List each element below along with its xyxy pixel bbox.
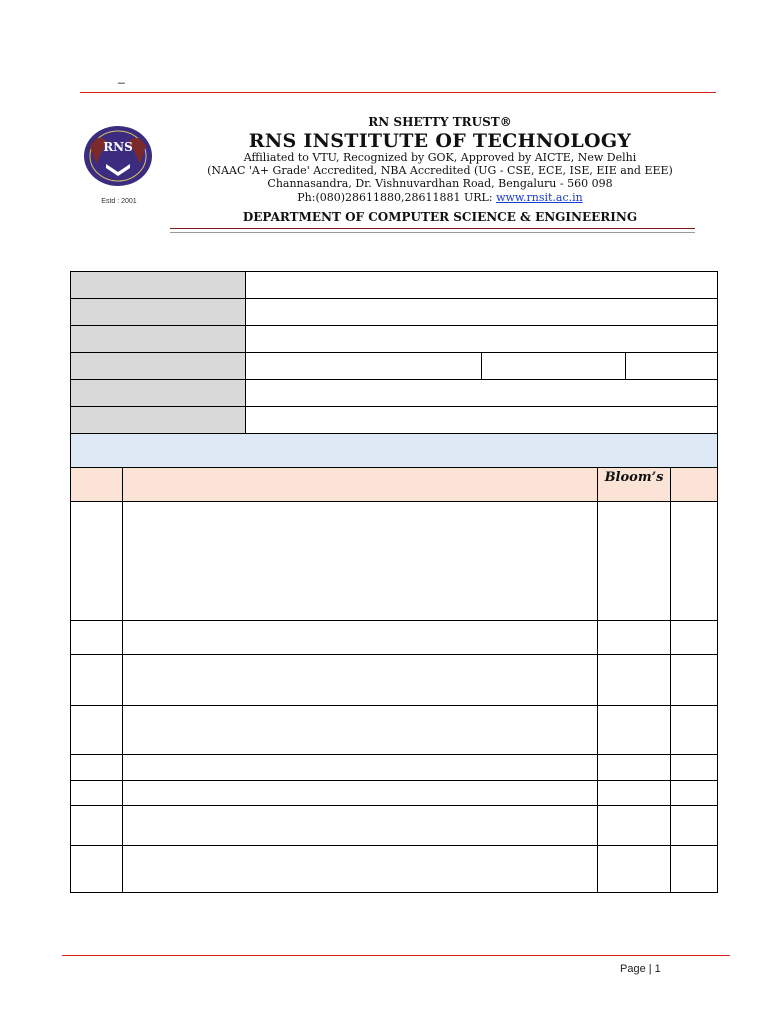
footer-rule	[62, 955, 730, 956]
phone-text: Ph:(080)28611880,28611881 URL:	[297, 191, 497, 204]
info-label-cell-3	[70, 325, 246, 353]
question-text-cell-5[interactable]	[122, 754, 598, 781]
question-blooms-cell-2[interactable]	[597, 620, 671, 655]
question-blooms-cell-8[interactable]	[597, 845, 671, 893]
question-marks-cell-3[interactable]	[670, 654, 718, 706]
top-rule	[80, 92, 716, 93]
info-value-cell-1[interactable]	[245, 271, 718, 299]
question-number-cell-4[interactable]	[70, 705, 123, 755]
question-text-cell-4[interactable]	[122, 705, 598, 755]
institute-logo-icon	[78, 124, 158, 188]
question-text-cell-1[interactable]	[122, 501, 598, 621]
estd-label: Estd : 2001	[101, 198, 137, 205]
blooms-header: Bloom’s	[597, 467, 671, 502]
trust-name: RN SHETTY TRUST®	[368, 115, 512, 129]
department-title: DEPARTMENT OF COMPUTER SCIENCE & ENGINEERING	[242, 210, 638, 224]
info-label-cell-2	[70, 298, 246, 326]
question-text-cell-2[interactable]	[122, 620, 598, 655]
info-value-cell-4c[interactable]	[625, 352, 718, 380]
info-value-cell-3[interactable]	[245, 325, 718, 353]
question-blooms-cell-7[interactable]	[597, 805, 671, 846]
department-rule-thin	[170, 232, 695, 233]
affiliation-line: Affiliated to VTU, Recognized by GOK, Approved by AICTE, New Delhi	[243, 151, 637, 164]
info-label-cell-6	[70, 406, 246, 434]
info-label-cell-5	[70, 379, 246, 407]
question-number-cell-3[interactable]	[70, 654, 123, 706]
question-number-cell-1[interactable]	[70, 501, 123, 621]
question-text-cell-8[interactable]	[122, 845, 598, 893]
question-blooms-cell-1[interactable]	[597, 501, 671, 621]
question-blooms-cell-6[interactable]	[597, 780, 671, 806]
header-marks-cell	[670, 467, 718, 502]
section-band	[70, 433, 718, 468]
institute-name: RNS INSTITUTE OF TECHNOLOGY	[248, 130, 632, 152]
question-number-cell-7[interactable]	[70, 805, 123, 846]
question-marks-cell-4[interactable]	[670, 705, 718, 755]
page-number: Page | 1	[620, 963, 661, 975]
header-question-cell	[122, 467, 598, 502]
department-rule	[170, 228, 695, 229]
question-blooms-cell-3[interactable]	[597, 654, 671, 706]
info-value-cell-5[interactable]	[245, 379, 718, 407]
contact-line	[160, 191, 720, 204]
question-text-cell-6[interactable]	[122, 780, 598, 806]
question-number-cell-5[interactable]	[70, 754, 123, 781]
question-marks-cell-6[interactable]	[670, 780, 718, 806]
accreditation-line: (NAAC 'A+ Grade' Accredited, NBA Accredited (UG - CSE, ECE, ISE, EIE and EEE)	[207, 164, 673, 177]
address-line: Channasandra, Dr. Vishnuvardhan Road, Bengaluru - 560 098	[267, 177, 613, 190]
question-text-cell-7[interactable]	[122, 805, 598, 846]
info-value-cell-4a[interactable]	[245, 352, 482, 380]
info-label-cell-1	[70, 271, 246, 299]
header-number-cell	[70, 467, 123, 502]
info-label-cell-4	[70, 352, 246, 380]
question-marks-cell-7[interactable]	[670, 805, 718, 846]
info-value-cell-4b[interactable]	[481, 352, 626, 380]
question-text-cell-3[interactable]	[122, 654, 598, 706]
question-marks-cell-1[interactable]	[670, 501, 718, 621]
info-value-cell-2[interactable]	[245, 298, 718, 326]
question-blooms-cell-4[interactable]	[597, 705, 671, 755]
website-link[interactable]: www.rnsit.ac.in	[496, 191, 583, 204]
question-marks-cell-8[interactable]	[670, 845, 718, 893]
question-number-cell-8[interactable]	[70, 845, 123, 893]
question-number-cell-2[interactable]	[70, 620, 123, 655]
logo-monogram: RNS	[103, 140, 133, 154]
question-marks-cell-2[interactable]	[670, 620, 718, 655]
header-mark: _	[118, 70, 125, 84]
question-blooms-cell-5[interactable]	[597, 754, 671, 781]
question-marks-cell-5[interactable]	[670, 754, 718, 781]
question-number-cell-6[interactable]	[70, 780, 123, 806]
info-value-cell-6[interactable]	[245, 406, 718, 434]
